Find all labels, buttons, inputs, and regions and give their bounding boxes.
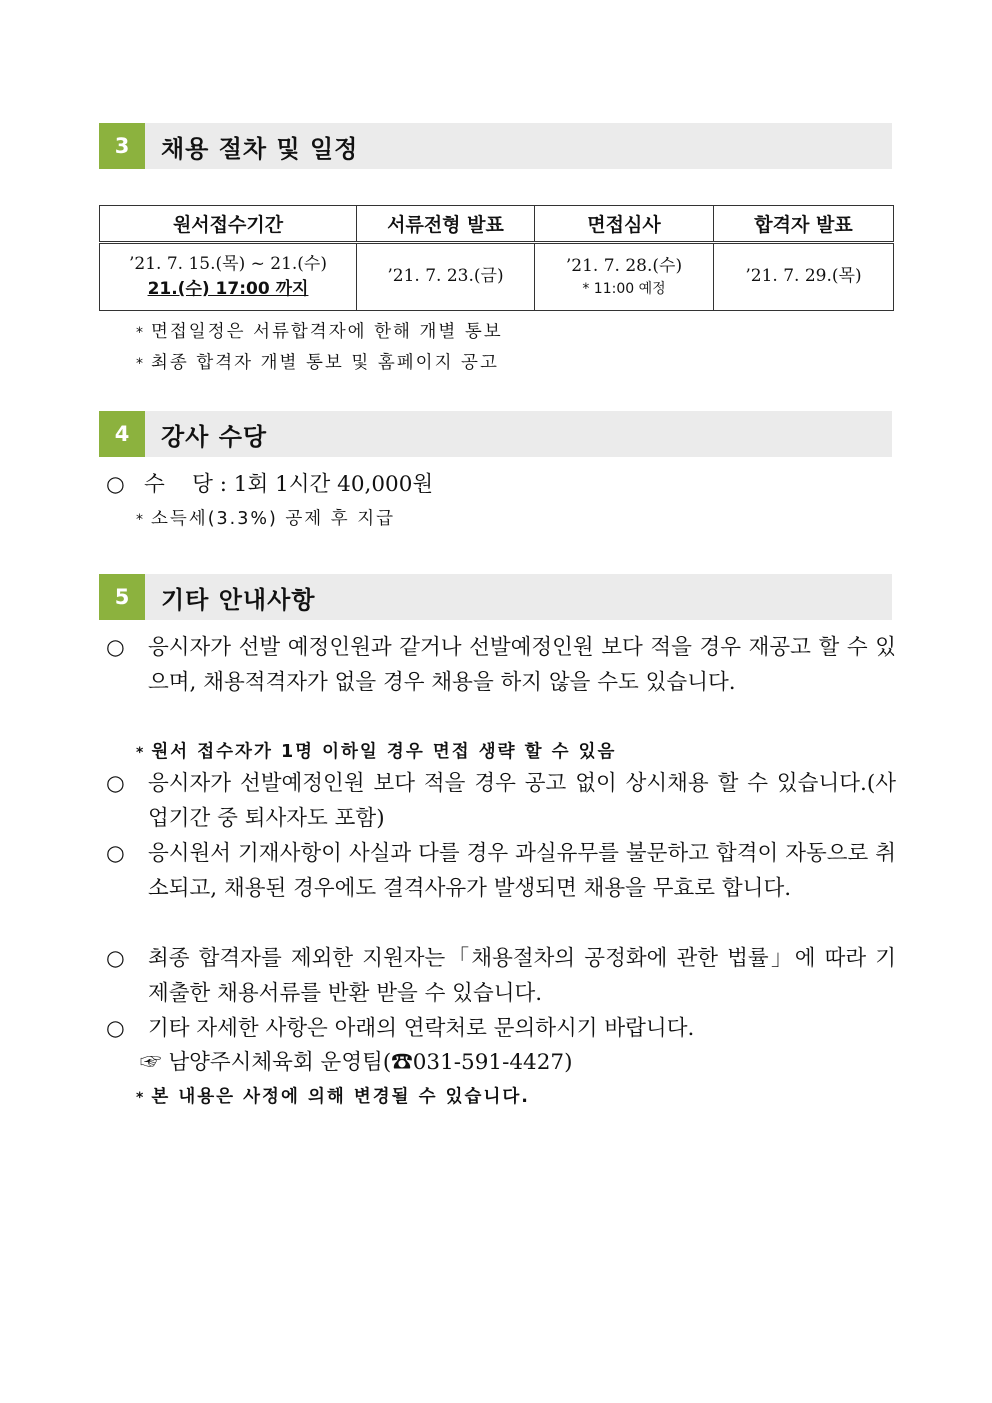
section-title: 강사 수당: [161, 422, 268, 451]
asterisk: *: [136, 356, 145, 372]
asterisk: *: [136, 745, 146, 761]
contact-info: ☞ 남양주시체육회 운영팀(☎031-591-4427): [140, 1050, 573, 1075]
interview-date: ’21. 7. 28.(수): [565, 255, 683, 276]
allowance-label: 수 당: [144, 472, 213, 497]
table-header: 원서접수기간: [100, 206, 357, 243]
application-deadline: 21.(수) 17:00 까지: [147, 279, 309, 299]
note-interview-skip: * 원서 접수자가 1명 이하일 경우 면접 생략 할 수 있음: [136, 742, 617, 762]
asterisk: *: [136, 325, 145, 341]
final-result-date: ’21. 7. 29.(목): [714, 243, 894, 311]
circle-bullet: ○: [106, 635, 125, 660]
table-header: 면접심사: [535, 206, 714, 243]
circle-bullet: ○: [106, 771, 125, 796]
note-final: * 최종 합격자 개별 통보 및 홈페이지 공고: [136, 353, 499, 373]
list-item: ○ 기타 자세한 사항은 아래의 연락처로 문의하시기 바랍니다.: [106, 1011, 896, 1046]
section-header-3: [99, 123, 892, 169]
list-item: ○ 최종 합격자를 제외한 지원자는「채용절차의 공정화에 관한 법률」에 따라 기 제출한 채용서류를 반환 받을 수 있습니다.: [106, 941, 896, 1011]
table-row: [100, 243, 894, 311]
note-change: * 본 내용은 사정에 의해 변경될 수 있습니다.: [136, 1087, 530, 1107]
circle-bullet: ○: [106, 946, 125, 971]
asterisk: *: [136, 512, 145, 528]
circle-bullet: ○: [106, 841, 125, 866]
table-header: 합격자 발표: [714, 206, 894, 243]
section-number: 5: [99, 574, 145, 620]
application-period-cell: [100, 243, 357, 311]
section-header-5: [99, 574, 892, 620]
section-title: 채용 절차 및 일정: [161, 134, 359, 163]
document-result-date: ’21. 7. 23.(금): [357, 243, 535, 311]
schedule-table: [99, 205, 894, 311]
list-item: ○ 응시자가 선발 예정인원과 같거나 선발예정인원 보다 적을 경우 재공고 할 수 있으며, 채용적격자가 없을 경우 채용을 하지 않을 수도 있습니다.: [106, 630, 896, 700]
table-header: 서류전형 발표: [357, 206, 535, 243]
interview-cell: [535, 243, 714, 311]
note-allowance: * 소득세(3.3%) 공제 후 지급: [136, 509, 396, 529]
section-number: 3: [99, 123, 145, 169]
allowance-value: : 1회 1시간 40,000원: [219, 472, 434, 497]
circle-bullet: ○: [106, 472, 125, 497]
application-period: ’21. 7. 15.(목) ~ 21.(수): [129, 253, 327, 274]
table-header-row: [100, 206, 894, 243]
list-item: ○ 응시원서 기재사항이 사실과 다를 경우 과실유무를 불문하고 합격이 자동으로 취소되고, 채용된 경우에도 결격사유가 발생되면 채용을 무효로 합니다.: [106, 836, 896, 906]
section-header-4: [99, 411, 892, 457]
circle-bullet: ○: [106, 1016, 125, 1041]
section-title: 기타 안내사항: [161, 585, 316, 614]
section-number: 4: [99, 411, 145, 457]
asterisk: *: [136, 1090, 146, 1106]
allowance-item: [106, 467, 896, 502]
note-interview: * 면접일정은 서류합격자에 한해 개별 통보: [136, 322, 503, 342]
list-item: ○ 응시자가 선발예정인원 보다 적을 경우 공고 없이 상시채용 할 수 있습니다.(사업기간 중 퇴사자도 포함): [106, 766, 896, 836]
interview-time: * 11:00 예정: [582, 281, 666, 298]
